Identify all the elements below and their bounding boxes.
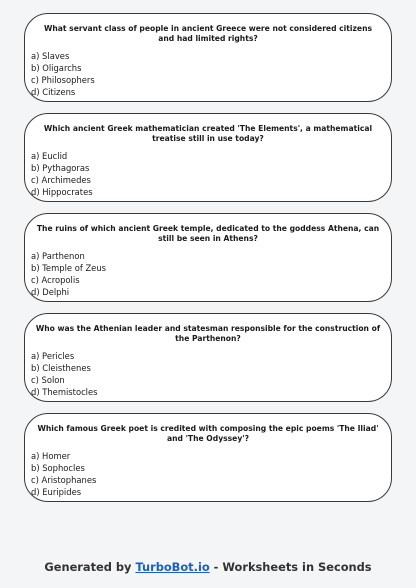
answer-option: d) Themistocles xyxy=(31,387,98,397)
answer-option: c) Acropolis xyxy=(31,275,80,285)
question-text: Which ancient Greek mathematician created 'The Elements', a mathematical treatise still in use today? xyxy=(43,124,373,143)
question-card xyxy=(24,313,392,402)
answer-option: d) Delphi xyxy=(31,287,70,297)
answer-option: a) Slaves xyxy=(31,51,70,61)
answer-option: b) Oligarchs xyxy=(31,63,82,73)
answer-option: d) Citizens xyxy=(31,87,76,97)
answer-option: b) Cleisthenes xyxy=(31,363,91,373)
question-text: Who was the Athenian leader and statesman responsible for the construction of the Parthenon? xyxy=(35,324,381,343)
answer-option: d) Hippocrates xyxy=(31,187,93,197)
question-text: What servant class of people in ancient Greece were not considered citizens and had limited rights? xyxy=(44,24,372,43)
answer-option: b) Pythagoras xyxy=(31,163,90,173)
question-card xyxy=(24,13,392,102)
footer-attribution xyxy=(0,560,416,574)
turbobot-link[interactable]: TurboBot.io xyxy=(135,560,210,574)
answer-option: c) Philosophers xyxy=(31,75,95,85)
question-card xyxy=(24,113,392,202)
footer-suffix: - Worksheets in Seconds xyxy=(209,560,372,574)
question-card xyxy=(24,213,392,302)
answer-option: a) Parthenon xyxy=(31,251,85,261)
question-text: The ruins of which ancient Greek temple, dedicated to the goddess Athena, can still be seen in Athens? xyxy=(36,224,380,243)
footer-prefix: Generated by xyxy=(44,560,136,574)
answer-option: b) Sophocles xyxy=(31,463,85,473)
answer-option: c) Solon xyxy=(31,375,65,385)
answer-option: d) Euripides xyxy=(31,487,82,497)
answer-option: c) Archimedes xyxy=(31,175,91,185)
answer-option: a) Pericles xyxy=(31,351,75,361)
question-card xyxy=(24,413,392,502)
answer-option: c) Aristophanes xyxy=(31,475,97,485)
answer-option: a) Homer xyxy=(31,451,71,461)
question-text: Which famous Greek poet is credited with composing the epic poems 'The Iliad' and 'The Odyssey'? xyxy=(37,424,379,443)
answer-option: a) Euclid xyxy=(31,151,68,161)
answer-option: b) Temple of Zeus xyxy=(31,263,107,273)
question-list xyxy=(24,13,392,513)
